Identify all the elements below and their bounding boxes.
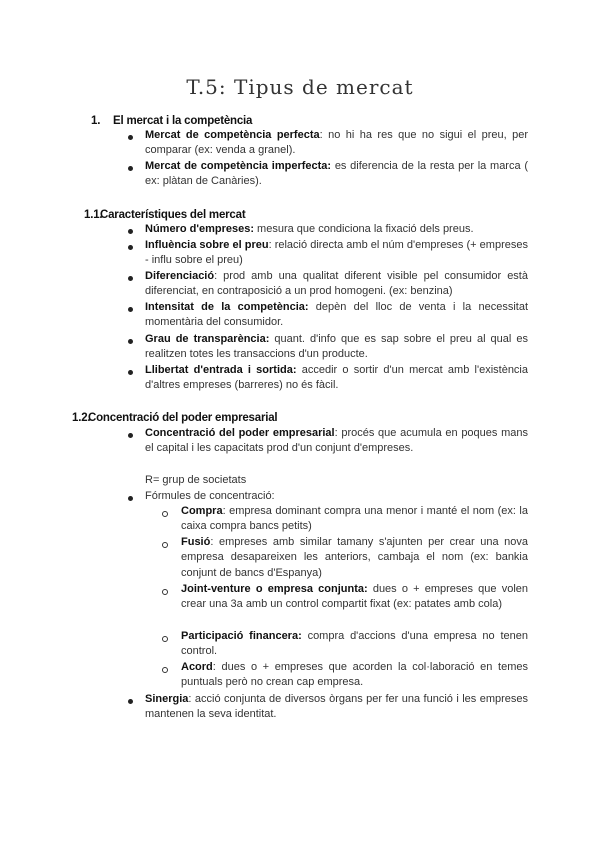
list-item [145, 222, 528, 237]
bullet-icon [128, 276, 133, 281]
item-text: no hi ha res que no sigui el preu, per comparar (ex: venda a granel). [145, 129, 528, 157]
section-number: 1.2. [72, 412, 91, 424]
section-title: Concentració del poder empresarial [88, 412, 278, 424]
item-term: Influència sobre el preu [145, 239, 269, 251]
circle-bullet-icon [162, 667, 168, 673]
sub-list-item [181, 582, 528, 613]
item-sep: : [212, 661, 216, 673]
list-item [145, 238, 528, 269]
item-term: Mercat de competència imperfecta: [145, 160, 332, 172]
item-term: Compra [181, 505, 223, 517]
item-text: es diferencia de la resta per la marca ( ex: plàtan de Canàries). [145, 160, 528, 188]
bullet-icon [128, 699, 133, 704]
bullet-icon [128, 339, 133, 344]
circle-bullet-icon [162, 542, 168, 548]
list-item [145, 128, 528, 159]
section-heading-1-2 [72, 412, 277, 424]
item-sep: : [210, 536, 214, 548]
bullet-icon [128, 370, 133, 375]
list-item [145, 159, 528, 190]
item-sep: : [319, 129, 323, 141]
item-term: Diferenciació [145, 270, 215, 282]
item-text: quant. d'info que es sap sobre el preu al qual es realitzen totes les transaccions d'un producte. [145, 333, 528, 361]
bullet-icon [128, 245, 133, 250]
section-heading-1-1 [84, 209, 245, 221]
item-text: empresa dominant compra una menor i manté el nom (ex: la caixa compra bancs petits) [181, 505, 528, 533]
circle-bullet-icon [162, 511, 168, 517]
circle-bullet-icon [162, 589, 168, 595]
list-item [145, 300, 528, 331]
list-item [145, 426, 528, 457]
item-text: relació directa amb el núm d'empreses (+ empreses - influ sobre el preu) [145, 239, 528, 267]
list-item [145, 363, 528, 394]
bullet-icon [128, 229, 133, 234]
bullet-icon [128, 433, 133, 438]
bullet-icon [128, 307, 133, 312]
item-term: Participació financera: [181, 630, 302, 642]
item-term: Fusió [181, 536, 211, 548]
list-item [145, 332, 528, 363]
sub-list-item [181, 660, 528, 691]
item-text: acció conjunta de diversos òrgans per fer una funció i les empreses mantenen la seva identitat. [145, 693, 528, 721]
sub-list-item [181, 535, 528, 581]
item-text: dues o + empreses que volen crear una 3a amb un control compartit fixat (ex: patates amb cola) [181, 583, 529, 611]
item-sep: : [334, 427, 338, 439]
list-item-label: Fórmules de concentració: [145, 490, 275, 502]
item-sep: : [214, 270, 218, 282]
item-text: mesura que condiciona la fixació dels preus. [254, 223, 474, 235]
item-sep: : [188, 693, 192, 705]
item-text: procés que acumula en poques mans el capital i les capacitats prod d'un conjunt d'empreses. [145, 427, 528, 455]
list-item [145, 269, 528, 300]
item-sep: : [268, 239, 272, 251]
item-term: Llibertat d'entrada i sortida: [145, 364, 297, 376]
section-number: 1. [91, 115, 101, 127]
section-heading-1 [91, 115, 252, 127]
section-number: 1.1. [84, 209, 103, 221]
item-term: Concentració del poder empresarial [145, 427, 335, 439]
item-text: dues o + empreses que acorden la col·laboració en temes puntuals però no crean cap empresa. [181, 661, 528, 689]
item-term: Intensitat de la competència: [145, 301, 309, 313]
item-term: Sinergia [145, 693, 189, 705]
note-text: R= grup de societats [145, 474, 247, 486]
item-term: Número d'empreses: [145, 223, 254, 235]
item-term: Grau de transparència: [145, 333, 270, 345]
bullet-icon [128, 135, 133, 140]
item-text: compra d'accions d'una empresa no tenen control. [181, 630, 528, 658]
item-text: empreses amb similar tamany s'ajunten per crear una nova empresa desapareixen les anteriors, cambaja el nom (ex: bankia conjunt de bancs d'Espanya) [181, 536, 528, 579]
bullet-icon [128, 166, 133, 171]
item-term: Joint-venture o empresa conjunta: [181, 583, 368, 595]
item-term: Mercat de competència perfecta [145, 129, 320, 141]
section-title: Característiques del mercat [100, 209, 246, 221]
section-title: El mercat i la competència [113, 115, 253, 127]
list-item [145, 692, 528, 723]
item-text: accedir o sortir d'un mercat amb l'existència d'altres empreses (barreres) no és fàcil. [145, 364, 528, 392]
item-sep: : [222, 505, 226, 517]
item-term: Acord [181, 661, 213, 673]
item-text: prod amb una qualitat diferent visible pel consumidor està diferenciat, en contraposició a un prod homogeni. (ex: benzina) [145, 270, 528, 298]
page-title: T.5: Tipus de mercat [186, 75, 414, 99]
sub-list-item [181, 504, 528, 535]
bullet-icon [128, 496, 133, 501]
item-text: depèn del lloc de venta i la necessitat momentària del consumidor. [145, 301, 528, 329]
sub-list-item [181, 629, 528, 660]
circle-bullet-icon [162, 636, 168, 642]
